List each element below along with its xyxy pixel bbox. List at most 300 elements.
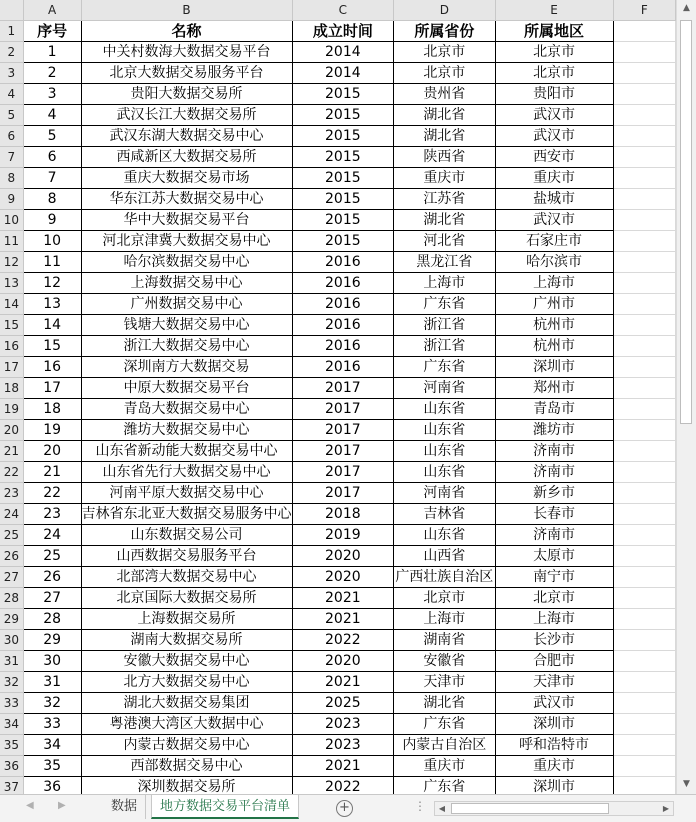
table-row xyxy=(0,315,676,336)
row-header[interactable]: 25 xyxy=(0,525,23,546)
table-cell[interactable]: 2020 xyxy=(292,567,394,588)
table-row xyxy=(0,210,676,231)
table-cell[interactable]: 天津市 xyxy=(495,672,613,693)
table-cell[interactable]: 山东省先行大数据交易中心 xyxy=(81,462,292,483)
table-cell[interactable]: 2017 xyxy=(292,399,394,420)
table-row xyxy=(0,462,676,483)
table-cell[interactable]: 郑州市 xyxy=(495,378,613,399)
row-header[interactable]: 10 xyxy=(0,210,23,231)
row-header[interactable]: 5 xyxy=(0,105,23,126)
empty-cell[interactable] xyxy=(613,630,675,651)
scroll-left-icon[interactable]: ◀ xyxy=(438,804,446,813)
table-cell[interactable]: 内蒙古自治区 xyxy=(394,735,495,756)
empty-cell[interactable] xyxy=(613,546,675,567)
empty-cell[interactable] xyxy=(613,462,675,483)
table-cell[interactable]: 27 xyxy=(23,588,81,609)
table-row xyxy=(0,756,676,777)
table-cell[interactable]: 安徽大数据交易中心 xyxy=(81,651,292,672)
empty-cell[interactable] xyxy=(613,672,675,693)
row-header[interactable]: 36 xyxy=(0,756,23,777)
row-header[interactable]: 24 xyxy=(0,504,23,525)
table-cell[interactable]: 6 xyxy=(23,147,81,168)
table-cell[interactable]: 北京市 xyxy=(495,588,613,609)
table-cell[interactable]: 太原市 xyxy=(495,546,613,567)
table-cell[interactable]: 2014 xyxy=(292,42,394,63)
empty-cell[interactable] xyxy=(613,63,675,84)
row-header[interactable]: 15 xyxy=(0,315,23,336)
table-cell[interactable]: 2020 xyxy=(292,651,394,672)
table-cell[interactable]: 陕西省 xyxy=(394,147,495,168)
row-header[interactable]: 33 xyxy=(0,693,23,714)
row-header[interactable]: 6 xyxy=(0,126,23,147)
table-cell[interactable]: 3 xyxy=(23,84,81,105)
row-header[interactable]: 11 xyxy=(0,231,23,252)
row-header[interactable]: 3 xyxy=(0,63,23,84)
row-header[interactable]: 21 xyxy=(0,441,23,462)
table-cell[interactable]: 北京国际大数据交易所 xyxy=(81,588,292,609)
table-cell[interactable]: 20 xyxy=(23,441,81,462)
table-cell[interactable]: 广西壮族自治区 xyxy=(394,567,495,588)
table-cell[interactable]: 上海数据交易所 xyxy=(81,609,292,630)
table-cell[interactable]: 2015 xyxy=(292,231,394,252)
table-cell[interactable]: 22 xyxy=(23,483,81,504)
table-cell[interactable]: 25 xyxy=(23,546,81,567)
table-cell[interactable]: 广州市 xyxy=(495,294,613,315)
table-row xyxy=(0,546,676,567)
table-row xyxy=(0,630,676,651)
table-cell[interactable]: 2021 xyxy=(292,588,394,609)
empty-cell[interactable] xyxy=(613,294,675,315)
empty-cell[interactable] xyxy=(613,231,675,252)
empty-cell[interactable] xyxy=(613,420,675,441)
table-cell[interactable]: 深圳南方大数据交易 xyxy=(81,357,292,378)
table-cell[interactable]: 济南市 xyxy=(495,441,613,462)
horizontal-scroll-thumb[interactable] xyxy=(451,803,609,814)
empty-cell[interactable] xyxy=(613,105,675,126)
table-cell[interactable]: 23 xyxy=(23,504,81,525)
header-cell[interactable]: 序号 xyxy=(23,21,81,42)
empty-cell[interactable] xyxy=(613,714,675,735)
empty-cell[interactable] xyxy=(613,399,675,420)
table-cell[interactable]: 湖南大数据交易所 xyxy=(81,630,292,651)
row-header[interactable]: 35 xyxy=(0,735,23,756)
vertical-dots-icon: ⋮ xyxy=(414,799,426,813)
row-header[interactable]: 32 xyxy=(0,672,23,693)
table-cell[interactable]: 山东省 xyxy=(394,420,495,441)
tab-data[interactable]: 数据 xyxy=(103,795,146,819)
table-cell[interactable]: 武汉市 xyxy=(495,126,613,147)
empty-cell[interactable] xyxy=(613,168,675,189)
table-cell[interactable]: 华东江苏大数据交易中心 xyxy=(81,189,292,210)
column-header-f[interactable]: F xyxy=(613,0,675,21)
table-cell[interactable]: 长沙市 xyxy=(495,630,613,651)
row-header[interactable]: 30 xyxy=(0,630,23,651)
table-row xyxy=(0,420,676,441)
row-header[interactable]: 28 xyxy=(0,588,23,609)
table-cell[interactable]: 2016 xyxy=(292,273,394,294)
table-cell[interactable]: 34 xyxy=(23,735,81,756)
table-cell[interactable]: 上海市 xyxy=(394,273,495,294)
table-row xyxy=(0,231,676,252)
table-cell[interactable]: 西安市 xyxy=(495,147,613,168)
table-cell[interactable]: 2018 xyxy=(292,504,394,525)
table-cell[interactable]: 重庆大数据交易市场 xyxy=(81,168,292,189)
table-cell[interactable]: 粤港澳大湾区大数据中心 xyxy=(81,714,292,735)
table-cell[interactable]: 4 xyxy=(23,105,81,126)
table-header-row xyxy=(0,21,676,42)
table-cell[interactable]: 西部数据交易中心 xyxy=(81,756,292,777)
table-row xyxy=(0,441,676,462)
row-header[interactable]: 2 xyxy=(0,42,23,63)
table-cell[interactable]: 合肥市 xyxy=(495,651,613,672)
empty-cell[interactable] xyxy=(613,21,675,42)
table-cell[interactable]: 山西省 xyxy=(394,546,495,567)
table-row xyxy=(0,399,676,420)
row-header[interactable]: 13 xyxy=(0,273,23,294)
empty-cell[interactable] xyxy=(613,735,675,756)
empty-cell[interactable] xyxy=(613,189,675,210)
table-cell[interactable]: 2019 xyxy=(292,525,394,546)
row-header[interactable]: 20 xyxy=(0,420,23,441)
table-cell[interactable]: 武汉长江大数据交易所 xyxy=(81,105,292,126)
table-cell[interactable]: 北京大数据交易服务平台 xyxy=(81,63,292,84)
table-cell[interactable]: 2017 xyxy=(292,462,394,483)
table-cell[interactable]: 济南市 xyxy=(495,525,613,546)
empty-cell[interactable] xyxy=(613,609,675,630)
table-cell[interactable]: 青岛大数据交易中心 xyxy=(81,399,292,420)
table-cell[interactable]: 中关村数海大数据交易平台 xyxy=(81,42,292,63)
table-cell[interactable]: 31 xyxy=(23,672,81,693)
row-header[interactable]: 4 xyxy=(0,84,23,105)
row-header[interactable]: 34 xyxy=(0,714,23,735)
header-cell[interactable]: 所属地区 xyxy=(495,21,613,42)
table-cell[interactable]: 12 xyxy=(23,273,81,294)
row-header[interactable]: 23 xyxy=(0,483,23,504)
table-cell[interactable]: 2025 xyxy=(292,693,394,714)
table-cell[interactable]: 北部湾大数据交易中心 xyxy=(81,567,292,588)
table-cell[interactable]: 10 xyxy=(23,231,81,252)
table-cell[interactable]: 上海市 xyxy=(495,273,613,294)
table-cell[interactable]: 天津市 xyxy=(394,672,495,693)
table-cell[interactable]: 2015 xyxy=(292,210,394,231)
table-cell[interactable]: 呼和浩特市 xyxy=(495,735,613,756)
table-cell[interactable]: 哈尔滨市 xyxy=(495,252,613,273)
table-cell[interactable]: 南宁市 xyxy=(495,567,613,588)
scroll-right-icon[interactable]: ▶ xyxy=(662,804,670,813)
table-cell[interactable]: 2017 xyxy=(292,483,394,504)
table-cell[interactable]: 5 xyxy=(23,126,81,147)
vertical-scrollbar[interactable] xyxy=(676,0,696,794)
table-row xyxy=(0,357,676,378)
table-cell[interactable]: 河北京津冀大数据交易中心 xyxy=(81,231,292,252)
table-cell[interactable]: 河南省 xyxy=(394,483,495,504)
header-cell[interactable]: 名称 xyxy=(81,21,292,42)
vertical-scroll-thumb[interactable] xyxy=(680,20,692,424)
table-cell[interactable]: 潍坊市 xyxy=(495,420,613,441)
table-cell[interactable]: 2 xyxy=(23,63,81,84)
table-cell[interactable]: 2015 xyxy=(292,84,394,105)
table-cell[interactable]: 武汉市 xyxy=(495,693,613,714)
table-cell[interactable]: 广州数据交易中心 xyxy=(81,294,292,315)
table-cell[interactable]: 山西数据交易服务平台 xyxy=(81,546,292,567)
table-cell[interactable]: 浙江省 xyxy=(394,315,495,336)
table-row xyxy=(0,126,676,147)
table-cell[interactable]: 北京市 xyxy=(495,63,613,84)
table-cell[interactable]: 24 xyxy=(23,525,81,546)
table-cell[interactable]: 深圳市 xyxy=(495,777,613,795)
table-cell[interactable]: 广东省 xyxy=(394,357,495,378)
table-cell[interactable]: 湖北省 xyxy=(394,693,495,714)
table-cell[interactable]: 重庆市 xyxy=(495,756,613,777)
column-header-c[interactable]: C xyxy=(292,0,394,21)
empty-cell[interactable] xyxy=(613,504,675,525)
empty-cell[interactable] xyxy=(613,525,675,546)
table-cell[interactable]: 杭州市 xyxy=(495,336,613,357)
empty-cell[interactable] xyxy=(613,126,675,147)
table-cell[interactable]: 36 xyxy=(23,777,81,795)
row-header[interactable]: 26 xyxy=(0,546,23,567)
table-cell[interactable]: 28 xyxy=(23,609,81,630)
empty-cell[interactable] xyxy=(613,378,675,399)
table-row xyxy=(0,273,676,294)
table-cell[interactable]: 武汉东湖大数据交易中心 xyxy=(81,126,292,147)
table-cell[interactable]: 江苏省 xyxy=(394,189,495,210)
table-cell[interactable]: 北方大数据交易中心 xyxy=(81,672,292,693)
table-cell[interactable]: 上海市 xyxy=(495,609,613,630)
table-cell[interactable]: 深圳数据交易所 xyxy=(81,777,292,795)
table-cell[interactable]: 2017 xyxy=(292,420,394,441)
table-cell[interactable]: 盐城市 xyxy=(495,189,613,210)
table-cell[interactable]: 山东省 xyxy=(394,399,495,420)
row-header[interactable]: 14 xyxy=(0,294,23,315)
empty-cell[interactable] xyxy=(613,777,675,795)
table-cell[interactable]: 西咸新区大数据交易所 xyxy=(81,147,292,168)
table-cell[interactable]: 2022 xyxy=(292,777,394,795)
table-cell[interactable]: 长春市 xyxy=(495,504,613,525)
table-cell[interactable]: 上海数据交易中心 xyxy=(81,273,292,294)
table-cell[interactable]: 武汉市 xyxy=(495,105,613,126)
table-cell[interactable]: 中原大数据交易平台 xyxy=(81,378,292,399)
scroll-up-icon[interactable]: ▲ xyxy=(683,3,690,13)
row-header[interactable]: 27 xyxy=(0,567,23,588)
table-cell[interactable]: 19 xyxy=(23,420,81,441)
table-cell[interactable]: 广东省 xyxy=(394,777,495,795)
empty-cell[interactable] xyxy=(613,588,675,609)
row-header[interactable]: 17 xyxy=(0,357,23,378)
table-row xyxy=(0,504,676,525)
table-cell[interactable]: 广东省 xyxy=(394,294,495,315)
table-cell[interactable]: 湖北省 xyxy=(394,105,495,126)
table-cell[interactable]: 13 xyxy=(23,294,81,315)
empty-cell[interactable] xyxy=(613,693,675,714)
table-cell[interactable]: 湖北省 xyxy=(394,126,495,147)
table-cell[interactable]: 河北省 xyxy=(394,231,495,252)
table-cell[interactable]: 潍坊大数据交易中心 xyxy=(81,420,292,441)
empty-cell[interactable] xyxy=(613,651,675,672)
row-header[interactable]: 18 xyxy=(0,378,23,399)
row-header[interactable]: 29 xyxy=(0,609,23,630)
table-cell[interactable]: 2015 xyxy=(292,189,394,210)
plus-circle-icon[interactable]: + xyxy=(336,800,353,817)
row-header[interactable]: 12 xyxy=(0,252,23,273)
row-header[interactable]: 22 xyxy=(0,462,23,483)
table-cell[interactable]: 山东省 xyxy=(394,441,495,462)
table-cell[interactable]: 2021 xyxy=(292,609,394,630)
table-cell[interactable]: 北京市 xyxy=(394,63,495,84)
table-cell[interactable]: 河南平原大数据交易中心 xyxy=(81,483,292,504)
table-cell[interactable]: 2016 xyxy=(292,336,394,357)
empty-cell[interactable] xyxy=(613,84,675,105)
scroll-down-icon[interactable]: ▼ xyxy=(683,779,690,789)
table-cell[interactable]: 26 xyxy=(23,567,81,588)
empty-cell[interactable] xyxy=(613,210,675,231)
header-cell[interactable]: 所属省份 xyxy=(394,21,495,42)
table-cell[interactable]: 2023 xyxy=(292,714,394,735)
table-cell[interactable]: 贵阳市 xyxy=(495,84,613,105)
table-cell[interactable]: 2021 xyxy=(292,756,394,777)
table-cell[interactable]: 2022 xyxy=(292,630,394,651)
table-cell[interactable]: 2016 xyxy=(292,252,394,273)
table-row xyxy=(0,777,676,795)
column-header-b[interactable]: B xyxy=(81,0,292,21)
table-cell[interactable]: 2015 xyxy=(292,147,394,168)
table-cell[interactable]: 北京市 xyxy=(495,42,613,63)
table-cell[interactable]: 湖北大数据交易集团 xyxy=(81,693,292,714)
row-header[interactable]: 31 xyxy=(0,651,23,672)
table-cell[interactable]: 30 xyxy=(23,651,81,672)
table-cell[interactable]: 重庆市 xyxy=(394,756,495,777)
table-cell[interactable]: 青岛市 xyxy=(495,399,613,420)
table-cell[interactable]: 2015 xyxy=(292,126,394,147)
header-cell[interactable]: 成立时间 xyxy=(292,21,394,42)
table-cell[interactable]: 新乡市 xyxy=(495,483,613,504)
table-row xyxy=(0,105,676,126)
table-cell[interactable]: 哈尔滨数据交易中心 xyxy=(81,252,292,273)
table-cell[interactable]: 贵州省 xyxy=(394,84,495,105)
table-cell[interactable]: 上海市 xyxy=(394,609,495,630)
table-cell[interactable]: 1 xyxy=(23,42,81,63)
table-cell[interactable]: 14 xyxy=(23,315,81,336)
table-cell[interactable]: 深圳市 xyxy=(495,714,613,735)
empty-cell[interactable] xyxy=(613,147,675,168)
table-cell[interactable]: 29 xyxy=(23,630,81,651)
table-cell[interactable]: 2017 xyxy=(292,441,394,462)
table-cell[interactable]: 湖北省 xyxy=(394,210,495,231)
empty-cell[interactable] xyxy=(613,756,675,777)
table-cell[interactable]: 2023 xyxy=(292,735,394,756)
table-cell[interactable]: 山东省 xyxy=(394,462,495,483)
row-header[interactable]: 16 xyxy=(0,336,23,357)
table-cell[interactable]: 吉林省东北亚大数据交易服务中心 xyxy=(81,504,292,525)
table-cell[interactable]: 钱塘大数据交易中心 xyxy=(81,315,292,336)
table-cell[interactable]: 重庆市 xyxy=(394,168,495,189)
table-cell[interactable]: 11 xyxy=(23,252,81,273)
table-cell[interactable]: 杭州市 xyxy=(495,315,613,336)
horizontal-scrollbar[interactable] xyxy=(434,801,674,816)
table-row xyxy=(0,42,676,63)
empty-cell[interactable] xyxy=(613,357,675,378)
empty-cell[interactable] xyxy=(613,315,675,336)
table-cell[interactable]: 15 xyxy=(23,336,81,357)
table-cell[interactable]: 广东省 xyxy=(394,714,495,735)
table-cell[interactable]: 2020 xyxy=(292,546,394,567)
table-cell[interactable]: 北京市 xyxy=(394,588,495,609)
table-cell[interactable]: 9 xyxy=(23,210,81,231)
empty-cell[interactable] xyxy=(613,441,675,462)
table-cell[interactable]: 7 xyxy=(23,168,81,189)
table-cell[interactable]: 2014 xyxy=(292,63,394,84)
empty-cell[interactable] xyxy=(613,483,675,504)
table-row xyxy=(0,336,676,357)
table-cell[interactable]: 浙江大数据交易中心 xyxy=(81,336,292,357)
triangle-right-icon[interactable]: ▶ xyxy=(58,800,66,811)
table-cell[interactable]: 2017 xyxy=(292,378,394,399)
select-all-corner[interactable] xyxy=(0,0,23,21)
table-cell[interactable]: 济南市 xyxy=(495,462,613,483)
table-cell[interactable]: 2021 xyxy=(292,672,394,693)
empty-cell[interactable] xyxy=(613,567,675,588)
table-cell[interactable]: 21 xyxy=(23,462,81,483)
row-header[interactable]: 19 xyxy=(0,399,23,420)
table-cell[interactable]: 华中大数据交易平台 xyxy=(81,210,292,231)
tab-platform-list[interactable]: 地方数据交易平台清单 xyxy=(151,795,299,819)
table-cell[interactable]: 重庆市 xyxy=(495,168,613,189)
empty-cell[interactable] xyxy=(613,336,675,357)
row-header[interactable]: 1 xyxy=(0,21,23,42)
column-header-a[interactable]: A xyxy=(23,0,81,21)
table-cell[interactable]: 33 xyxy=(23,714,81,735)
table-cell[interactable]: 2015 xyxy=(292,105,394,126)
table-cell[interactable]: 35 xyxy=(23,756,81,777)
empty-cell[interactable] xyxy=(613,42,675,63)
empty-cell[interactable] xyxy=(613,252,675,273)
table-cell[interactable]: 2016 xyxy=(292,294,394,315)
table-cell[interactable]: 深圳市 xyxy=(495,357,613,378)
table-cell[interactable]: 8 xyxy=(23,189,81,210)
row-header[interactable]: 8 xyxy=(0,168,23,189)
table-cell[interactable]: 安徽省 xyxy=(394,651,495,672)
triangle-left-icon[interactable]: ◀ xyxy=(26,800,34,811)
row-header[interactable]: 9 xyxy=(0,189,23,210)
table-cell[interactable]: 2016 xyxy=(292,315,394,336)
table-cell[interactable]: 山东省 xyxy=(394,525,495,546)
row-header[interactable]: 37 xyxy=(0,777,23,795)
table-cell[interactable]: 石家庄市 xyxy=(495,231,613,252)
table-cell[interactable]: 32 xyxy=(23,693,81,714)
table-cell[interactable]: 武汉市 xyxy=(495,210,613,231)
table-cell[interactable]: 黑龙江省 xyxy=(394,252,495,273)
table-cell[interactable]: 贵阳大数据交易所 xyxy=(81,84,292,105)
table-cell[interactable]: 浙江省 xyxy=(394,336,495,357)
table-cell[interactable]: 17 xyxy=(23,378,81,399)
table-cell[interactable]: 湖南省 xyxy=(394,630,495,651)
table-row xyxy=(0,483,676,504)
table-cell[interactable]: 18 xyxy=(23,399,81,420)
table-cell[interactable]: 内蒙古数据交易中心 xyxy=(81,735,292,756)
table-cell[interactable]: 2016 xyxy=(292,357,394,378)
table-cell[interactable]: 河南省 xyxy=(394,378,495,399)
table-cell[interactable]: 16 xyxy=(23,357,81,378)
table-cell[interactable]: 吉林省 xyxy=(394,504,495,525)
table-cell[interactable]: 2015 xyxy=(292,168,394,189)
table-cell[interactable]: 山东数据交易公司 xyxy=(81,525,292,546)
row-header[interactable]: 7 xyxy=(0,147,23,168)
empty-cell[interactable] xyxy=(613,273,675,294)
table-cell[interactable]: 北京市 xyxy=(394,42,495,63)
column-header-d[interactable]: D xyxy=(394,0,495,21)
column-header-e[interactable]: E xyxy=(495,0,613,21)
table-cell[interactable]: 山东省新动能大数据交易中心 xyxy=(81,441,292,462)
